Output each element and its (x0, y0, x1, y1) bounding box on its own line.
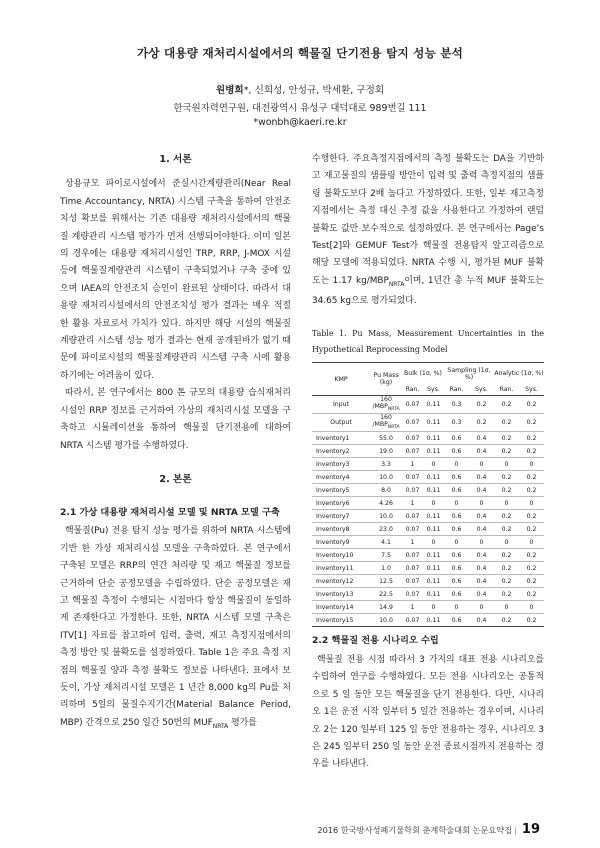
cell-s-s: 0.4 (469, 614, 494, 627)
cell-b-r: 0.07 (402, 445, 423, 458)
footer-separator: | (514, 825, 517, 835)
cell-a-s: 0.2 (519, 588, 544, 601)
cell-a-s: 0.2 (519, 445, 544, 458)
cell-pu-mass-value: 160 (380, 396, 392, 403)
cell-a-r: 0.2 (494, 575, 519, 588)
cell-a-r: 0.2 (494, 523, 519, 536)
cell-pu-mass: 22.5 (370, 588, 402, 601)
cell-a-s: 0.2 (519, 484, 544, 497)
table-row (312, 575, 544, 588)
cell-kmp: Inventory14 (312, 601, 370, 614)
cell-a-r: 0.2 (494, 510, 519, 523)
header-analytic: Analytic (1σ, %) (494, 370, 544, 378)
cell-kmp: Inventory6 (312, 497, 370, 510)
cell-s-r: 0 (444, 601, 469, 614)
cell-pu-mass: 10.0 (370, 510, 402, 523)
cell-pu-mass (370, 414, 402, 432)
cell-kmp: Inventory10 (312, 549, 370, 562)
cell-b-s: 0.11 (423, 575, 444, 588)
cell-s-r: 0.6 (444, 432, 469, 445)
cell-s-s: 0 (469, 497, 494, 510)
cell-a-s: 0.2 (519, 510, 544, 523)
cell-s-r: 0.6 (444, 588, 469, 601)
cell-s-r: 0.6 (444, 614, 469, 627)
right-column-lower (312, 632, 544, 774)
cell-pu-mass: 8.0 (370, 484, 402, 497)
cell-kmp: Inventory11 (312, 562, 370, 575)
cell-s-r: 0 (444, 497, 469, 510)
cell-b-r: 0.07 (402, 471, 423, 484)
table-row (312, 396, 544, 414)
cell-b-r: 0.07 (402, 614, 423, 627)
cell-b-s: 0.11 (423, 414, 444, 432)
cell-b-r: 0.07 (402, 396, 423, 414)
cell-pu-mass: 23.0 (370, 523, 402, 536)
cell-pu-mass: 3.3 (370, 458, 402, 471)
cell-pu-mass-unit (370, 421, 402, 431)
table-1 (312, 362, 544, 627)
right-column (312, 151, 544, 310)
affiliation: 한국원자력연구원, 대전광역시 유성구 대덕대로 989번길 111 (173, 103, 427, 114)
cell-b-s: 0 (423, 497, 444, 510)
paper-title: 가상 대용량 재처리시설에서의 핵물질 단기전용 탐지 성능 분석 (136, 46, 464, 60)
page-footer (317, 822, 540, 837)
cell-kmp: Input (312, 396, 370, 414)
subscript-nrta: NRTA (212, 722, 229, 730)
cell-pu-mass (370, 396, 402, 414)
body-heading: 2. 본론 (159, 473, 192, 485)
cell-kmp: Inventory7 (312, 510, 370, 523)
subsection-2-1-text-end: 평가를 (228, 717, 257, 728)
cell-s-r: 0.6 (444, 523, 469, 536)
cell-s-r: 0 (444, 536, 469, 549)
cell-a-r: 0 (494, 536, 519, 549)
header-kmp: KMP (312, 363, 370, 396)
cell-a-s: 0.2 (519, 523, 544, 536)
cell-b-r: 0.07 (402, 549, 423, 562)
cell-a-r: 0 (494, 601, 519, 614)
cell-b-r: 1 (402, 458, 423, 471)
cell-s-r: 0.3 (444, 396, 469, 414)
cell-b-s: 0.11 (423, 510, 444, 523)
cell-pu-mass: 10.0 (370, 471, 402, 484)
cell-s-s: 0.4 (469, 523, 494, 536)
cell-kmp: Output (312, 414, 370, 432)
cell-a-r: 0.2 (494, 614, 519, 627)
header-pu-mass: Pu Mass (kg) (370, 363, 402, 396)
header-ran: Ran. (405, 386, 420, 394)
table-row (312, 601, 544, 614)
right-paragraph-text-end: 이며, 1년간 총 누적 MUF 불확도는 34.65 kg으로 평가되었다. (312, 275, 544, 307)
header-bulk: Bulk (1σ, %) (404, 370, 442, 378)
cell-a-s: 0 (519, 458, 544, 471)
cell-pu-mass: 55.0 (370, 432, 402, 445)
cell-b-s: 0 (423, 458, 444, 471)
email: *wonbh@kaeri.re.kr (253, 117, 347, 128)
table-row (312, 562, 544, 575)
cell-unit-subscript: NRTA (387, 425, 400, 431)
table-row (312, 510, 544, 523)
subsection-2-1-text: 핵물질(Pu) 전용 탐지 성능 평가를 위하여 NRTA 시스템에 기반 한 가상 재처리시설 모델을 구축하였다. 본 연구에서 구축된 모델은 RRP의 연간 처리량 및 재고 핵물질 정보를 근거하여 단순 공정모델을 수립하였다. 단순 공정모델은 재고 핵물질 측정이 수행되는 시점마다 항상 핵물질이 동일하게 존재한다고 가정한다. 또한, NRTA 시스템 모델 구축은 ITV[1] 자료를 참고하여 입력, 출력, 재고 측정지점에서의 측정 방안 및 불확도를 설정하였다. Table 1은 주요 측정 지점의 핵물질 양과 측정 불확도 정보를 나타낸다. 표에서 보듯이, 가상 재처리시설 모델은 1 년간 8,000 kg의 Pu를 처리하며 5일의 물질수지기간(Material Balance Period, MBP) 간격으로 250 일간 50번의 MUF (60, 526, 291, 728)
co-authors: *, 신희성, 안성규, 박세환, 구정회 (243, 85, 385, 96)
cell-a-s: 0.2 (519, 471, 544, 484)
subsection-2-2-paragraph: 핵물질 전용 시점 따라서 3 가지의 대표 전용 시나리오를 수립하여 연구를 수행하였다. 모든 전용 시나리오는 공통적으로 5 일 동안 모든 핵물질을 단기 전용한다. 다만, 시나리오 1은 운전 시작 일부터 5 일간 전용하는 경우이며, 시나리오 2는 120 일부터 125 일 동안 전용하는 경우, 시나리오 3은 245 일부터 250 일 동안 운전 종료시점까지 전용하는 경우를 나타낸다. (312, 655, 544, 770)
table-row (312, 432, 544, 445)
table-caption: Table 1. Pu Mass, Measurement Uncertainties in the Hypothetical Reprocessing Model (312, 329, 544, 354)
left-column (60, 151, 291, 735)
table-row (312, 614, 544, 627)
cell-s-r: 0.6 (444, 562, 469, 575)
cell-a-r: 0.2 (494, 414, 519, 432)
cell-s-s: 0.4 (469, 471, 494, 484)
cell-a-s: 0.2 (519, 432, 544, 445)
cell-b-s: 0 (423, 536, 444, 549)
cell-b-r: 0.07 (402, 575, 423, 588)
cell-kmp: Inventory9 (312, 536, 370, 549)
cell-s-s: 0 (469, 601, 494, 614)
cell-kmp: Inventory2 (312, 445, 370, 458)
cell-s-s: 0.2 (469, 414, 494, 432)
cell-b-s: 0.11 (423, 484, 444, 497)
table-row (312, 497, 544, 510)
cell-b-s: 0.11 (423, 471, 444, 484)
cell-s-s: 0.4 (469, 484, 494, 497)
cell-b-s: 0.11 (423, 614, 444, 627)
cell-s-r: 0.6 (444, 575, 469, 588)
cell-pu-mass: 19.0 (370, 445, 402, 458)
intro-heading: 1. 서론 (159, 154, 192, 165)
subsection-2-1-paragraph (60, 523, 291, 735)
table-row (312, 471, 544, 484)
cell-pu-mass-unit (370, 403, 402, 413)
cell-s-s: 0 (469, 536, 494, 549)
cell-b-r: 0.07 (402, 484, 423, 497)
cell-a-s: 0 (519, 601, 544, 614)
cell-s-s: 0.4 (469, 432, 494, 445)
cell-a-s: 0 (519, 497, 544, 510)
cell-pu-mass: 12.5 (370, 575, 402, 588)
cell-kmp: Inventory4 (312, 471, 370, 484)
cell-b-r: 1 (402, 601, 423, 614)
cell-s-s: 0 (469, 458, 494, 471)
cell-a-r: 0.2 (494, 471, 519, 484)
cell-unit-subscript: NRTA (387, 407, 400, 413)
cell-b-r: 0.07 (402, 523, 423, 536)
cell-a-s: 0.2 (519, 396, 544, 414)
cell-b-r: 0.07 (402, 414, 423, 432)
cell-b-r: 0.07 (402, 432, 423, 445)
table-body (312, 396, 544, 627)
intro-paragraph-2: 따라서, 본 연구에서는 800 톤 규모의 대용량 습식재처리 시설인 RRP 정보를 근거하여 가상의 재처리시설 모델을 구축하고 시뮬레이션을 통하여 핵물질 단기전용에 대하여 NRTA 시스템 평가를 수행하였다. (60, 388, 291, 451)
cell-pu-mass: 1.0 (370, 562, 402, 575)
cell-a-s: 0.2 (519, 414, 544, 432)
cell-a-s: 0.2 (519, 575, 544, 588)
cell-a-s: 0 (519, 536, 544, 549)
cell-a-r: 0.2 (494, 396, 519, 414)
cell-unit-text: /MBP (372, 421, 388, 429)
footer-text: 2016 한국방사성폐기물학회 춘계학술대회 논문요약집 (317, 825, 513, 835)
table-row (312, 458, 544, 471)
cell-kmp: Inventory8 (312, 523, 370, 536)
table-row (312, 549, 544, 562)
cell-s-s: 0.4 (469, 562, 494, 575)
page-number: 19 (521, 822, 540, 837)
cell-b-r: 0.07 (402, 562, 423, 575)
header-sys: Sys. (427, 386, 440, 394)
cell-a-r: 0.2 (494, 562, 519, 575)
cell-b-s: 0.11 (423, 432, 444, 445)
cell-b-r: 0.07 (402, 588, 423, 601)
cell-b-s: 0 (423, 601, 444, 614)
header-sampling: Sampling (1σ, %) (447, 366, 491, 381)
cell-b-s: 0.11 (423, 396, 444, 414)
cell-a-s: 0.2 (519, 549, 544, 562)
cell-b-r: 1 (402, 536, 423, 549)
cell-b-s: 0.11 (423, 588, 444, 601)
subscript-nrta: NRTA (388, 280, 405, 288)
header-sys: Sys. (475, 386, 488, 394)
cell-s-r: 0.6 (444, 445, 469, 458)
intro-paragraph-1: 상용규모 파이로시설에서 준실시간계량관리(Near Real Time Accountancy, NRTA) 시스템 구축을 통하여 안전조치성 확보를 위해서는 기존 대용량 재처리시설에서의 핵물질 계량관리 시스템 평가가 먼저 선행되어야한다. 이미 일본의 경우에는 대용량 재처리시설인 TRP, RRP, J-MOX 시설 등에 핵물질계량관리 시스템이 구축되었거나 구축 중에 있으며 IAEA의 안전조치 승인이 완료된 상태이다. 따라서 대용량 재처리시설에서의 안전조치성 평가 결과는 매우 적절한 활용 자료로서 가치가 있다. 하지만 해당 시설의 핵물질계량관리 시스템 성능 평가 결과는 현재 공개된바가 없기 때문에 파이로시설의 핵물질계량관리 시스템 구축 시에 활용하기에는 어려움이 있다. (60, 179, 291, 381)
cell-pu-mass: 10.0 (370, 614, 402, 627)
cell-kmp: Inventory5 (312, 484, 370, 497)
cell-pu-mass: 4.26 (370, 497, 402, 510)
cell-a-s: 0.2 (519, 614, 544, 627)
cell-b-s: 0.11 (423, 549, 444, 562)
cell-s-r: 0.6 (444, 510, 469, 523)
table-row (312, 414, 544, 432)
table-row (312, 445, 544, 458)
subsection-2-1-heading: 2.1 가상 대용량 재처리시설 모델 및 NRTA 모델 구축 (60, 507, 280, 519)
cell-a-r: 0 (494, 497, 519, 510)
cell-s-r: 0 (444, 458, 469, 471)
header-ran: Ran. (449, 386, 464, 394)
cell-s-s: 0.4 (469, 445, 494, 458)
cell-b-s: 0.11 (423, 523, 444, 536)
cell-kmp: Inventory1 (312, 432, 370, 445)
cell-s-s: 0.2 (469, 396, 494, 414)
cell-a-r: 0.2 (494, 588, 519, 601)
cell-a-r: 0.2 (494, 445, 519, 458)
table-row (312, 536, 544, 549)
right-paragraph-1 (312, 151, 544, 310)
cell-s-r: 0.6 (444, 471, 469, 484)
cell-pu-mass: 7.5 (370, 549, 402, 562)
cell-b-s: 0.11 (423, 562, 444, 575)
cell-pu-mass-value: 160 (380, 414, 392, 422)
cell-pu-mass: 14.9 (370, 601, 402, 614)
table-row (312, 523, 544, 536)
cell-s-r: 0.6 (444, 484, 469, 497)
header-sys: Sys. (525, 386, 538, 394)
cell-a-r: 0.2 (494, 484, 519, 497)
cell-b-s: 0.11 (423, 445, 444, 458)
cell-b-r: 1 (402, 497, 423, 510)
cell-pu-mass: 4.1 (370, 536, 402, 549)
right-paragraph-text: 수행한다. 주요측정지점에서의 측정 불확도는 DA을 기반하고 재고물질의 샘플링 방안이 입력 및 출력 측정지점의 샘플링 불확도보다 2배 높다고 가정하였다. 또한, 일부 재고측정지점에서는 측정 대신 추정 값을 사용한다고 가정하여 랜덤 불확도 값만 보수적으로 설정하였다. 본 연구에서는 Page’s Test[2]와 GEMUF Test가 핵물질 전용탐지 알고리즘으로 해당 모델에 적용되었다. NRTA 수행 시, 평가된 MUF 불확도는 1.17 kg/MBP (312, 154, 544, 286)
header-ran: Ran. (499, 386, 514, 394)
cell-kmp: Inventory15 (312, 614, 370, 627)
cell-s-r: 0.6 (444, 549, 469, 562)
cell-kmp: Inventory12 (312, 575, 370, 588)
cell-s-s: 0.4 (469, 588, 494, 601)
cell-s-s: 0.4 (469, 575, 494, 588)
cell-kmp: Inventory3 (312, 458, 370, 471)
cell-b-r: 0.07 (402, 510, 423, 523)
cell-a-r: 0.2 (494, 432, 519, 445)
cell-unit-text: /MBP (372, 403, 388, 410)
cell-s-r: 0.3 (444, 414, 469, 432)
subsection-2-2-heading: 2.2 핵물질 전용 시나리오 수립 (312, 635, 439, 646)
cell-s-s: 0.4 (469, 549, 494, 562)
author-list (0, 82, 600, 96)
cell-a-r: 0 (494, 458, 519, 471)
table-row (312, 484, 544, 497)
lead-author: 원병희 (215, 85, 244, 96)
cell-kmp: Inventory13 (312, 588, 370, 601)
table-row (312, 588, 544, 601)
cell-a-r: 0.2 (494, 549, 519, 562)
cell-s-s: 0.4 (469, 510, 494, 523)
cell-a-s: 0.2 (519, 562, 544, 575)
